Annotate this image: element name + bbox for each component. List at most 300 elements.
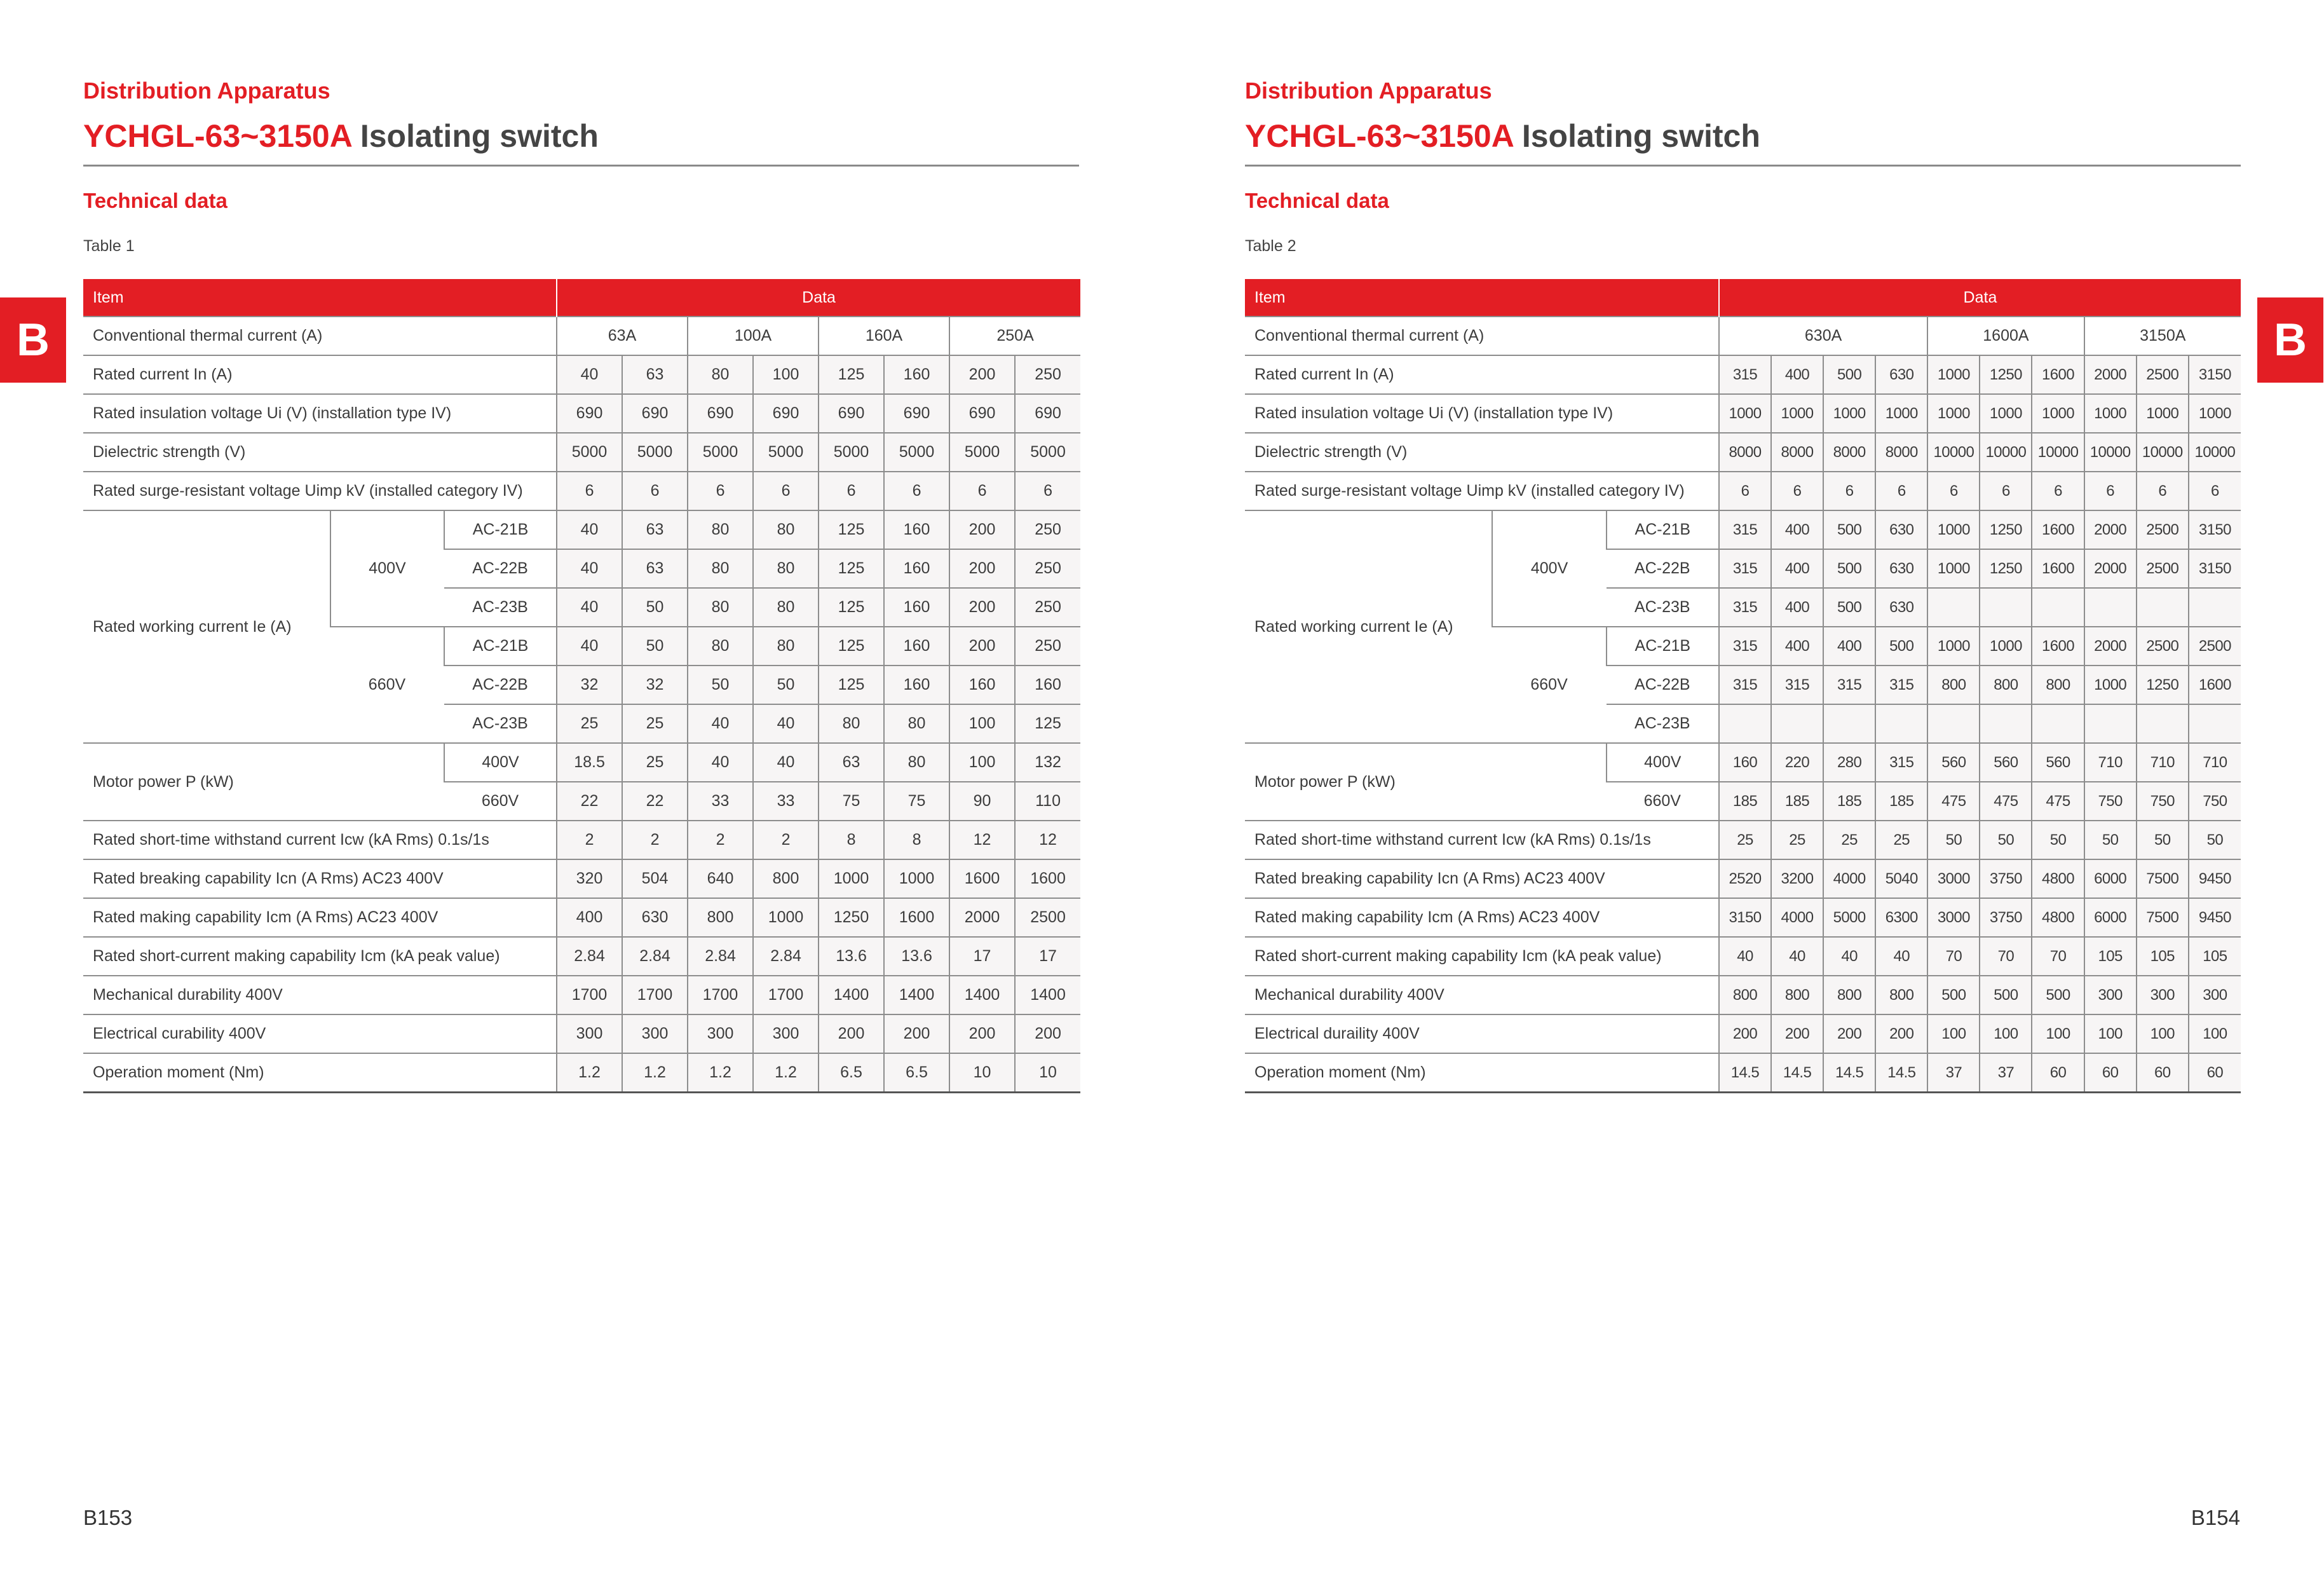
- voltage-label: 660V: [330, 627, 444, 743]
- value-cell: 300: [2137, 976, 2189, 1014]
- value-cell: 14.5: [1771, 1053, 1823, 1093]
- value-cell: [2084, 588, 2137, 627]
- category-label: AC-22B: [444, 549, 557, 588]
- page-title: [83, 118, 599, 154]
- row-label: Rated making capability Icm (A Rms) AC23 400V: [1245, 898, 1719, 937]
- category-label: AC-22B: [1607, 666, 1719, 704]
- value-cell: 6: [884, 472, 949, 510]
- value-cell: 6300: [1875, 898, 1927, 937]
- value-cell: 1600: [1015, 859, 1080, 898]
- row-label: Rated making capability Icm (A Rms) AC23 400V: [83, 898, 557, 937]
- value-cell: 6.5: [884, 1053, 949, 1093]
- value-cell: 125: [819, 510, 884, 549]
- value-cell: 25: [622, 704, 688, 743]
- value-cell: 1400: [819, 976, 884, 1014]
- value-cell: 1400: [1015, 976, 1080, 1014]
- value-cell: 1600: [2032, 549, 2084, 588]
- header-item: Item: [83, 279, 557, 317]
- value-cell: 1700: [557, 976, 622, 1014]
- value-cell: 100: [949, 704, 1015, 743]
- row-label: Rated current In (A): [83, 355, 557, 394]
- current-group: 100A: [688, 317, 819, 355]
- value-cell: 1400: [884, 976, 949, 1014]
- value-cell: 1000: [753, 898, 819, 937]
- value-cell: 2000: [2084, 549, 2137, 588]
- value-cell: [1771, 704, 1823, 743]
- row-label: Rated insulation voltage Ui (V) (installation type IV): [83, 394, 557, 433]
- value-cell: 80: [688, 588, 753, 627]
- value-cell: 315: [1719, 355, 1771, 394]
- value-cell: 1250: [2137, 666, 2189, 704]
- value-cell: 40: [1719, 937, 1771, 976]
- title-text: Isolating switch: [351, 118, 599, 154]
- title-text: Isolating switch: [1512, 118, 1760, 154]
- value-cell: 750: [2189, 782, 2241, 821]
- table-row: [83, 859, 1080, 898]
- value-cell: 475: [1927, 782, 1980, 821]
- category-label: AC-23B: [1607, 704, 1719, 743]
- row-label: Rated short-time withstand current Icw (kA Rms) 0.1s/1s: [83, 821, 557, 859]
- value-cell: 1000: [1927, 394, 1980, 433]
- value-cell: 32: [622, 666, 688, 704]
- value-cell: 80: [753, 510, 819, 549]
- value-cell: 6: [819, 472, 884, 510]
- title-rule: [83, 165, 1079, 167]
- value-cell: 185: [1719, 782, 1771, 821]
- value-cell: 12: [949, 821, 1015, 859]
- value-cell: 710: [2137, 743, 2189, 782]
- section-tab: B: [2257, 297, 2323, 383]
- current-group: 160A: [819, 317, 949, 355]
- value-cell: 250: [1015, 627, 1080, 666]
- value-cell: 4000: [1771, 898, 1823, 937]
- value-cell: 6: [1771, 472, 1823, 510]
- value-cell: 1000: [2032, 394, 2084, 433]
- row-label: Rated breaking capability Icn (A Rms) AC23 400V: [1245, 859, 1719, 898]
- value-cell: 690: [884, 394, 949, 433]
- title-rule: [1245, 165, 2241, 167]
- value-cell: 2000: [949, 898, 1015, 937]
- value-cell: 33: [688, 782, 753, 821]
- value-cell: 5000: [1823, 898, 1875, 937]
- table-caption: Table 2: [1245, 237, 1296, 255]
- row-label: Rated working current Ie (A): [83, 510, 330, 743]
- value-cell: 125: [819, 355, 884, 394]
- value-cell: 1.2: [557, 1053, 622, 1093]
- value-cell: 1000: [1927, 627, 1980, 666]
- value-cell: 80: [819, 704, 884, 743]
- row-label: Rated surge-resistant voltage Uimp kV (installed category IV): [1245, 472, 1719, 510]
- current-group: 1600A: [1927, 317, 2084, 355]
- value-cell: 63: [622, 510, 688, 549]
- value-cell: 315: [1719, 510, 1771, 549]
- value-cell: 1000: [1927, 510, 1980, 549]
- value-cell: 10: [1015, 1053, 1080, 1093]
- table-row: [83, 743, 1080, 782]
- value-cell: 63: [622, 549, 688, 588]
- row-label: Rated surge-resistant voltage Uimp kV (installed category IV): [83, 472, 557, 510]
- value-cell: 6: [949, 472, 1015, 510]
- value-cell: 250: [1015, 355, 1080, 394]
- voltage-label: 400V: [1607, 743, 1719, 782]
- table-row: [1245, 472, 2241, 510]
- value-cell: 6: [622, 472, 688, 510]
- value-cell: 37: [1927, 1053, 1980, 1093]
- value-cell: 6: [688, 472, 753, 510]
- category-label: AC-22B: [444, 666, 557, 704]
- value-cell: 100: [753, 355, 819, 394]
- value-cell: 60: [2032, 1053, 2084, 1093]
- value-cell: 3000: [1927, 859, 1980, 898]
- table-row: [83, 472, 1080, 510]
- value-cell: 8000: [1771, 433, 1823, 472]
- value-cell: 125: [819, 627, 884, 666]
- value-cell: 40: [1823, 937, 1875, 976]
- value-cell: 1250: [1980, 355, 2032, 394]
- value-cell: 40: [557, 549, 622, 588]
- value-cell: [1875, 704, 1927, 743]
- value-cell: 710: [2084, 743, 2137, 782]
- value-cell: 70: [1927, 937, 1980, 976]
- value-cell: 1.2: [622, 1053, 688, 1093]
- value-cell: 475: [2032, 782, 2084, 821]
- table-row: [83, 1053, 1080, 1093]
- value-cell: 6: [2137, 472, 2189, 510]
- value-cell: 14.5: [1719, 1053, 1771, 1093]
- value-cell: 70: [1980, 937, 2032, 976]
- value-cell: 10000: [1980, 433, 2032, 472]
- value-cell: 80: [753, 549, 819, 588]
- value-cell: [2032, 588, 2084, 627]
- value-cell: [1719, 704, 1771, 743]
- row-label: Rated current In (A): [1245, 355, 1719, 394]
- value-cell: 400: [1771, 510, 1823, 549]
- value-cell: 10000: [2189, 433, 2241, 472]
- value-cell: 10000: [2137, 433, 2189, 472]
- value-cell: 100: [1980, 1014, 2032, 1053]
- value-cell: 5000: [949, 433, 1015, 472]
- category-label: AC-22B: [1607, 549, 1719, 588]
- section-heading: Distribution Apparatus: [1245, 78, 1492, 104]
- value-cell: 160: [884, 549, 949, 588]
- value-cell: 1000: [2084, 394, 2137, 433]
- category-label: AC-21B: [444, 627, 557, 666]
- table-row: [1245, 317, 2241, 355]
- value-cell: 2500: [2137, 355, 2189, 394]
- table-row: [83, 937, 1080, 976]
- value-cell: 25: [1719, 821, 1771, 859]
- value-cell: 50: [2084, 821, 2137, 859]
- category-label: AC-21B: [1607, 510, 1719, 549]
- row-label: Rated short-current making capability Icm (kA peak value): [83, 937, 557, 976]
- value-cell: 40: [557, 510, 622, 549]
- value-cell: 50: [1927, 821, 1980, 859]
- value-cell: 6000: [2084, 859, 2137, 898]
- value-cell: 560: [1927, 743, 1980, 782]
- value-cell: 690: [819, 394, 884, 433]
- value-cell: 1000: [1823, 394, 1875, 433]
- row-label: Conventional thermal current (A): [83, 317, 557, 355]
- value-cell: 3150: [2189, 510, 2241, 549]
- value-cell: [2189, 588, 2241, 627]
- value-cell: 200: [949, 627, 1015, 666]
- value-cell: 400: [1771, 549, 1823, 588]
- value-cell: 5000: [819, 433, 884, 472]
- value-cell: 10: [949, 1053, 1015, 1093]
- value-cell: 8: [884, 821, 949, 859]
- value-cell: 800: [2032, 666, 2084, 704]
- value-cell: 25: [1875, 821, 1927, 859]
- value-cell: 5000: [557, 433, 622, 472]
- value-cell: 6000: [2084, 898, 2137, 937]
- value-cell: 40: [688, 743, 753, 782]
- voltage-label: 400V: [1492, 510, 1606, 627]
- value-cell: 3750: [1980, 898, 2032, 937]
- value-cell: 60: [2137, 1053, 2189, 1093]
- value-cell: 80: [753, 627, 819, 666]
- voltage-label: 660V: [444, 782, 557, 821]
- value-cell: 690: [1015, 394, 1080, 433]
- value-cell: 500: [1927, 976, 1980, 1014]
- voltage-label: 400V: [444, 743, 557, 782]
- value-cell: 3150: [2189, 355, 2241, 394]
- table-row: [83, 1014, 1080, 1053]
- value-cell: 1600: [2032, 355, 2084, 394]
- value-cell: 160: [884, 666, 949, 704]
- value-cell: 200: [1719, 1014, 1771, 1053]
- value-cell: 14.5: [1823, 1053, 1875, 1093]
- value-cell: 315: [1719, 627, 1771, 666]
- value-cell: 1000: [1771, 394, 1823, 433]
- value-cell: 10000: [2084, 433, 2137, 472]
- row-label: Rated working current Ie (A): [1245, 510, 1492, 743]
- value-cell: 40: [557, 355, 622, 394]
- table-row: [1245, 1014, 2241, 1053]
- value-cell: [1980, 704, 2032, 743]
- value-cell: 1700: [753, 976, 819, 1014]
- value-cell: [1980, 588, 2032, 627]
- value-cell: 32: [557, 666, 622, 704]
- value-cell: 300: [2189, 976, 2241, 1014]
- value-cell: 40: [688, 704, 753, 743]
- voltage-label: 660V: [1492, 627, 1606, 743]
- value-cell: 18.5: [557, 743, 622, 782]
- table-row: [1245, 821, 2241, 859]
- page-right: [1162, 0, 2323, 1577]
- value-cell: 800: [1771, 976, 1823, 1014]
- current-group: 63A: [557, 317, 688, 355]
- row-label: Rated insulation voltage Ui (V) (installation type IV): [1245, 394, 1719, 433]
- value-cell: 22: [557, 782, 622, 821]
- value-cell: 2: [753, 821, 819, 859]
- value-cell: 1000: [819, 859, 884, 898]
- value-cell: 100: [2084, 1014, 2137, 1053]
- value-cell: 6: [2084, 472, 2137, 510]
- value-cell: 1700: [688, 976, 753, 1014]
- value-cell: 160: [884, 588, 949, 627]
- value-cell: 125: [819, 588, 884, 627]
- value-cell: 2000: [2084, 510, 2137, 549]
- value-cell: 125: [1015, 704, 1080, 743]
- value-cell: 80: [688, 510, 753, 549]
- value-cell: 1000: [2189, 394, 2241, 433]
- page-title: [1245, 118, 1760, 154]
- value-cell: [2189, 704, 2241, 743]
- value-cell: 50: [2032, 821, 2084, 859]
- value-cell: [2084, 704, 2137, 743]
- value-cell: 400: [1771, 627, 1823, 666]
- value-cell: 500: [2032, 976, 2084, 1014]
- spec-table: [83, 279, 1080, 1093]
- row-label: Mechanical durability 400V: [83, 976, 557, 1014]
- table-row: [83, 355, 1080, 394]
- row-label: Electrical curability 400V: [83, 1014, 557, 1053]
- value-cell: 80: [884, 743, 949, 782]
- value-cell: 1000: [1980, 394, 2032, 433]
- table-row: [83, 317, 1080, 355]
- value-cell: 200: [1823, 1014, 1875, 1053]
- value-cell: 200: [949, 549, 1015, 588]
- value-cell: 4800: [2032, 859, 2084, 898]
- value-cell: 800: [1719, 976, 1771, 1014]
- value-cell: 1.2: [753, 1053, 819, 1093]
- value-cell: 630: [1875, 588, 1927, 627]
- value-cell: 6: [1823, 472, 1875, 510]
- table-row: [1245, 394, 2241, 433]
- value-cell: 2500: [2137, 510, 2189, 549]
- value-cell: 200: [949, 588, 1015, 627]
- title-model: YCHGL-63~3150A: [1245, 118, 1513, 154]
- value-cell: 200: [819, 1014, 884, 1053]
- value-cell: 6: [1927, 472, 1980, 510]
- value-cell: 2500: [2137, 549, 2189, 588]
- table-row: [1245, 433, 2241, 472]
- value-cell: 690: [688, 394, 753, 433]
- value-cell: [1927, 704, 1980, 743]
- value-cell: 80: [688, 627, 753, 666]
- value-cell: 110: [1015, 782, 1080, 821]
- value-cell: 200: [949, 1014, 1015, 1053]
- value-cell: 6: [2189, 472, 2241, 510]
- value-cell: 4800: [2032, 898, 2084, 937]
- value-cell: 12: [1015, 821, 1080, 859]
- value-cell: 160: [884, 627, 949, 666]
- value-cell: 1000: [1927, 549, 1980, 588]
- value-cell: 63: [819, 743, 884, 782]
- current-group: 630A: [1719, 317, 1927, 355]
- value-cell: 25: [557, 704, 622, 743]
- value-cell: 250: [1015, 588, 1080, 627]
- value-cell: 475: [1980, 782, 2032, 821]
- value-cell: 5000: [688, 433, 753, 472]
- value-cell: 800: [1980, 666, 2032, 704]
- value-cell: 500: [1875, 627, 1927, 666]
- row-label: Dielectric strength (V): [83, 433, 557, 472]
- value-cell: 315: [1719, 549, 1771, 588]
- table-row: [83, 976, 1080, 1014]
- value-cell: 560: [2032, 743, 2084, 782]
- value-cell: [1927, 588, 1980, 627]
- row-label: Operation moment (Nm): [1245, 1053, 1719, 1093]
- subsection-heading: Technical data: [1245, 189, 1389, 212]
- value-cell: 185: [1771, 782, 1823, 821]
- value-cell: 5000: [1015, 433, 1080, 472]
- value-cell: 63: [622, 355, 688, 394]
- value-cell: 300: [557, 1014, 622, 1053]
- value-cell: 132: [1015, 743, 1080, 782]
- value-cell: 4000: [1823, 859, 1875, 898]
- page-number: B154: [2191, 1506, 2240, 1529]
- value-cell: 60: [2084, 1053, 2137, 1093]
- value-cell: 37: [1980, 1053, 2032, 1093]
- value-cell: 80: [884, 704, 949, 743]
- header-data: Data: [557, 279, 1080, 317]
- value-cell: 1600: [2032, 510, 2084, 549]
- value-cell: 300: [622, 1014, 688, 1053]
- value-cell: 40: [1771, 937, 1823, 976]
- value-cell: 8000: [1823, 433, 1875, 472]
- value-cell: 1250: [1980, 510, 2032, 549]
- table-row: [1245, 976, 2241, 1014]
- row-label: Mechanical durability 400V: [1245, 976, 1719, 1014]
- value-cell: 500: [1823, 588, 1875, 627]
- value-cell: 25: [1771, 821, 1823, 859]
- row-label: Rated short-time withstand current Icw (kA Rms) 0.1s/1s: [1245, 821, 1719, 859]
- value-cell: 3150: [2189, 549, 2241, 588]
- value-cell: 60: [2189, 1053, 2241, 1093]
- value-cell: 1600: [2032, 627, 2084, 666]
- value-cell: 10000: [2032, 433, 2084, 472]
- value-cell: 750: [2084, 782, 2137, 821]
- value-cell: 160: [884, 355, 949, 394]
- value-cell: 6: [2032, 472, 2084, 510]
- value-cell: 300: [2084, 976, 2137, 1014]
- value-cell: 315: [1823, 666, 1875, 704]
- current-group: 3150A: [2084, 317, 2241, 355]
- value-cell: 2: [557, 821, 622, 859]
- value-cell: 1700: [622, 976, 688, 1014]
- row-label: Operation moment (Nm): [83, 1053, 557, 1093]
- value-cell: 640: [688, 859, 753, 898]
- value-cell: 800: [1875, 976, 1927, 1014]
- value-cell: 500: [1823, 549, 1875, 588]
- header-data: Data: [1719, 279, 2241, 317]
- row-label: Rated breaking capability Icn (A Rms) AC23 400V: [83, 859, 557, 898]
- value-cell: 315: [1875, 666, 1927, 704]
- header-item: Item: [1245, 279, 1719, 317]
- row-label: Conventional thermal current (A): [1245, 317, 1719, 355]
- value-cell: 1000: [2137, 394, 2189, 433]
- value-cell: 800: [1823, 976, 1875, 1014]
- value-cell: 300: [688, 1014, 753, 1053]
- value-cell: 200: [884, 1014, 949, 1053]
- value-cell: 690: [622, 394, 688, 433]
- value-cell: 1600: [2189, 666, 2241, 704]
- value-cell: 630: [1875, 510, 1927, 549]
- value-cell: 125: [819, 666, 884, 704]
- value-cell: [2137, 704, 2189, 743]
- value-cell: 250: [1015, 510, 1080, 549]
- value-cell: 3000: [1927, 898, 1980, 937]
- value-cell: 25: [1823, 821, 1875, 859]
- value-cell: 6: [557, 472, 622, 510]
- value-cell: 250: [1015, 549, 1080, 588]
- value-cell: 690: [753, 394, 819, 433]
- value-cell: 9450: [2189, 898, 2241, 937]
- value-cell: 280: [1823, 743, 1875, 782]
- value-cell: 8: [819, 821, 884, 859]
- value-cell: 315: [1771, 666, 1823, 704]
